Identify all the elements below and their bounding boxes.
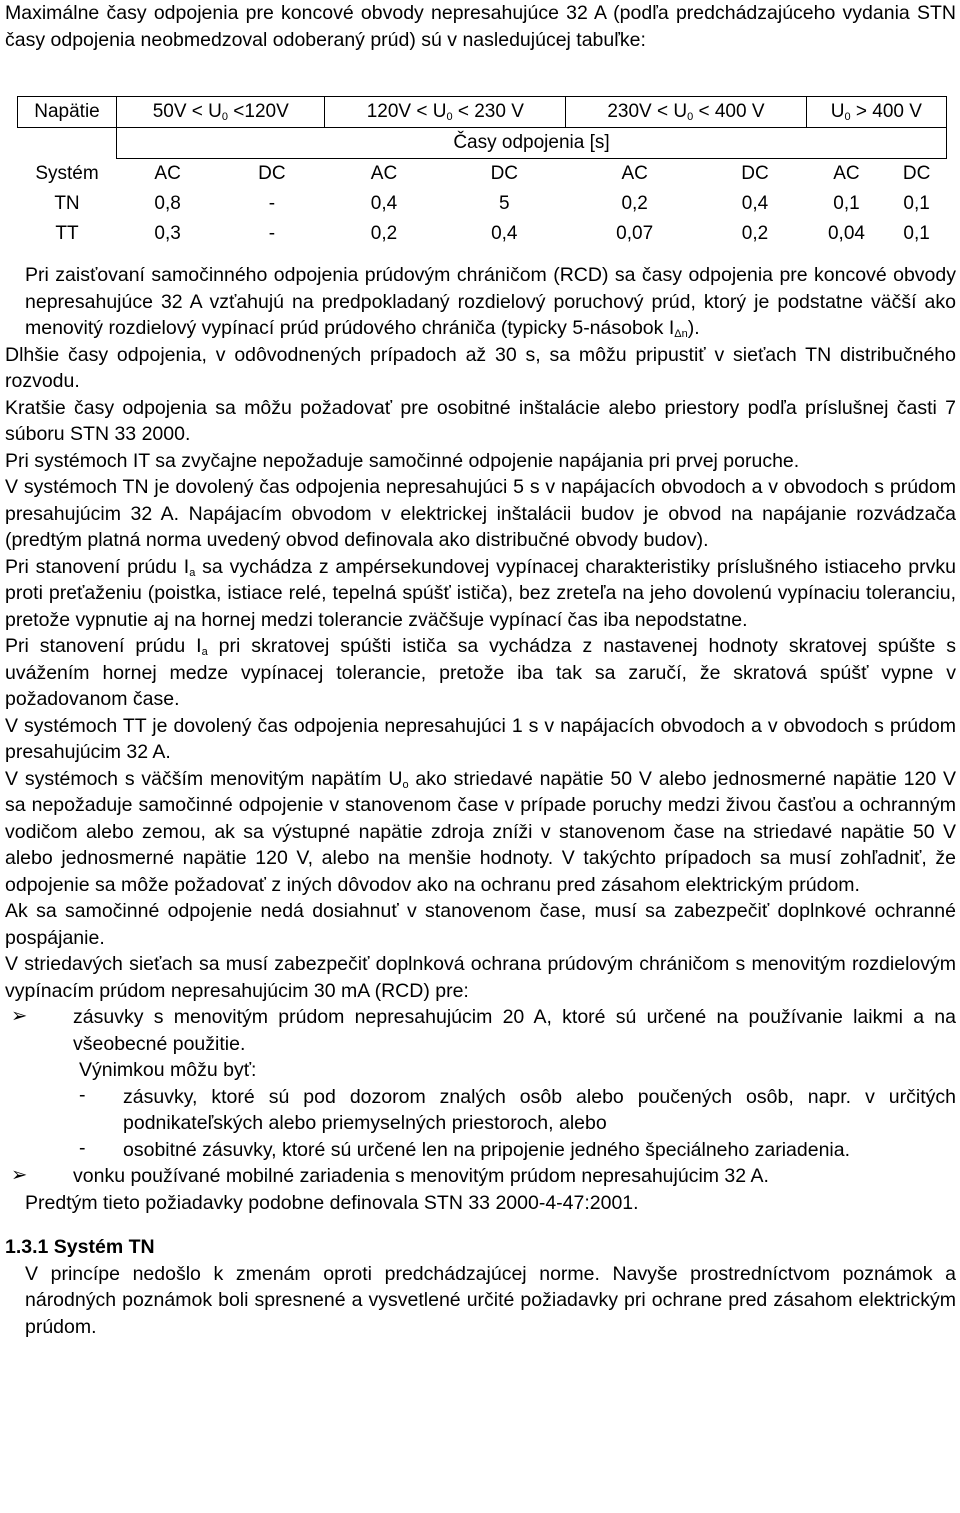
- dash-bullet: -: [79, 1083, 86, 1106]
- table-cell: 0,04: [827, 223, 865, 244]
- table-subheader-row: [18, 128, 947, 159]
- table-cell: -: [268, 223, 276, 244]
- range-header: $U_0 > 400$ V: [806, 97, 946, 128]
- table-cell: 0,4: [370, 193, 398, 214]
- exceptions-label: Výnimkou môžu byť:: [79, 1059, 257, 1081]
- table-cell: -: [268, 193, 276, 214]
- table-row: [18, 219, 947, 249]
- previous-standard-paragraph: Predtým tieto požiadavky podobne definovala STN 33 2000-4-47:2001.: [25, 1191, 639, 1214]
- row-label: TT: [55, 223, 79, 244]
- table-system-row: [18, 159, 947, 190]
- dash-bullet: -: [79, 1136, 86, 1159]
- list-item: [5, 1004, 956, 1057]
- table-cell: 0,2: [741, 223, 769, 244]
- range-header: $50V < U_0 <120V$: [117, 97, 325, 128]
- table-cell: 0,2: [621, 193, 648, 214]
- equipotential-bonding-paragraph: Ak sa samočinné odpojenie nedá dosiahnuť v stanovenom čase, musí sa zabezpečiť doplnkové ochranné pospájanie.: [5, 900, 956, 949]
- rcd-paragraph: Pri zaisťovaní samočinného odpojenia prúdovým chráničom (RCD) sa časy odpojenia pre koncové obvody nepresahujúce 32 A vzťahujú na predpokladaný rozdielový poruchový prúd, ktorý je podstatne väčší ako menovitý rozdielový vypínací prúd prúdového chrániča (typicky 5-násobok $I_{\Delta n}$).: [25, 264, 956, 340]
- table-cell: 0,4: [491, 223, 518, 244]
- list-item: [5, 1163, 956, 1190]
- intro-paragraph: Maximálne časy odpojenia pre koncové obvody nepresahujúce 32 A (podľa predchádzajúceho vydania STN časy odpojenia neobmedzoval odoberaný prúd) sú v nasledujúcej tabuľke:: [5, 2, 956, 51]
- disconnection-times-table: [17, 96, 947, 249]
- table-cell: 0,2: [370, 223, 398, 244]
- list-item: [5, 1084, 956, 1137]
- column-header: DC: [258, 163, 286, 184]
- table-cell: 0,1: [903, 223, 930, 244]
- tn-longer-times-paragraph: Dlhšie časy odpojenia, v odôvodnených prípadoch až 30 s, sa môžu pripustiť v sieťach TN distribučného rozvodu.: [5, 343, 956, 392]
- voltage-header: Napätie: [18, 97, 117, 128]
- column-header: AC: [154, 163, 181, 184]
- table-row: [18, 189, 947, 219]
- table-cell: 5: [499, 193, 510, 214]
- table-cell: 0,3: [154, 223, 181, 244]
- table-cell: 0,8: [154, 193, 181, 214]
- row-label: TN: [54, 193, 80, 214]
- column-header: DC: [902, 163, 931, 184]
- tn-system-paragraph: V princípe nedošlo k zmenám oproti predchádzajúcej norme. Navyše prostredníctvom poznámok a národných poznámok boli spresnené a vysvetlené určité požiadavky pri ochrane pred zásahom elektrickým prúdom.: [25, 1262, 956, 1338]
- tt-systems-paragraph: V systémoch TT je dovolený čas odpojenia nepresahujúci 1 s v napájacích obvodoch a v obvodoch s prúdom presahujúcim 32 A.: [5, 714, 956, 763]
- column-header: AC: [833, 163, 860, 184]
- table-cell: 0,4: [741, 193, 769, 214]
- system-label: Systém: [35, 162, 99, 184]
- it-systems-paragraph: Pri systémoch IT sa zvyčajne nepožaduje samočinné odpojenie napájania pri prvej poruche.: [5, 449, 800, 472]
- dash-text: osobitné zásuvky, ktoré sú určené len na pripojenie jedného špeciálneho zariadenia.: [123, 1138, 851, 1161]
- column-header: AC: [621, 163, 648, 184]
- dash-text: zásuvky, ktoré sú pod dozorom znalých osôb alebo poučených osôb, napr. v určitých podnikateľských alebo priemyselných priestoroch, alebo: [123, 1085, 956, 1134]
- bullet-text: vonku používané mobilné zariadenia s menovitým prúdom nepresahujúcim 32 A.: [73, 1165, 769, 1187]
- range-header: $120V < U_0 < 230$ V: [325, 97, 566, 128]
- shorter-times-paragraph: Kratšie časy odpojenia sa môžu požadovať pre osobitné inštalácie alebo priestory podľa príslušnej časti 7 súboru STN 33 2000.: [5, 396, 956, 445]
- table-cell: 0,07: [616, 223, 654, 244]
- document-body: [5, 262, 956, 1340]
- column-header: DC: [741, 163, 769, 184]
- range-header: $230V < U_0 < 400$ V: [566, 97, 807, 128]
- table-cell: 0,1: [903, 193, 930, 214]
- higher-voltage-paragraph: V systémoch s väčším menovitým napätím $U_o$ ako striedavé napätie 50 V alebo jednosmerné napätie 120 V sa nepožaduje samočinné odpojenie v stanovenom čase v prípade poruchy medzi živou časťou a ochranným vodičom alebo zemou, ak sa výstupné napätie zdroja zníži v stanovenom čase na striedavé napätie 50 V alebo jednosmerné napätie 120 V, alebo na menšie hodnoty. V takýchto prípadoch sa musí zohľadniť, že odpojenie sa môže požadovať z iných dôvodov ako na ochranu pred zásahom elektrickým prúdom.: [5, 767, 957, 896]
- disconnection-times-subheader: Časy odpojenia [s]: [117, 128, 947, 159]
- section-heading: 1.3.1 Systém TN: [5, 1236, 155, 1258]
- list-item: [5, 1137, 956, 1164]
- tn-distribution-paragraph: V systémoch TN je dovolený čas odpojenia nepresahujúci 5 s v napájacích obvodoch a v obvodoch s prúdom presahujúcim 32 A. Napájacím obvodom v elektrickej inštalácii budov je obvod na napájanie rozvádzača (predtým platná norma uvedený obvod definovala ako distribučné obvody budov).: [5, 476, 956, 551]
- additional-protection-paragraph: V striedavých sieťach sa musí zabezpečiť doplnková ochrana prúdovým chráničom s menovitým rozdielovým vypínacím prúdom nepresahujúcim 30 mA (RCD) pre:: [5, 953, 956, 1002]
- table-header-row: [18, 97, 947, 128]
- arrow-bullet-icon: ➢: [11, 1164, 28, 1186]
- table-cell: 0,1: [833, 193, 860, 214]
- ia-overload-paragraph: Pri stanovení prúdu $I_a$ sa vychádza z ampérsekundovej vypínacej charakteristiky príslušného istiaceho prvku proti preťaženiu (poistka, istiace relé, tepelná spúšť ističa), bez zreteľa na jeho dovolenú vypínaciu toleranciu, pretože vypnutie aj na hornej medzi tolerancie zväčšuje vypínací čas iba nepodstatne.: [5, 555, 956, 631]
- column-header: DC: [490, 163, 519, 184]
- ia-shortcircuit-paragraph: Pri stanovení prúdu $I_a$ pri skratovej spúšti ističa sa vychádza z nastavenej hodnoty skratovej spúšte s uvážením hornej medze vypínacej tolerancie, pretože iba tak sa zaručí, že skratová spúšť vypne v požadovanom čase.: [5, 635, 957, 710]
- arrow-bullet-icon: ➢: [11, 1005, 28, 1027]
- bullet-text: zásuvky s menovitým prúdom nepresahujúcim 20 A, ktoré sú určené na používanie laikmi a na všeobecné použitie.: [73, 1006, 956, 1055]
- column-header: AC: [370, 163, 398, 184]
